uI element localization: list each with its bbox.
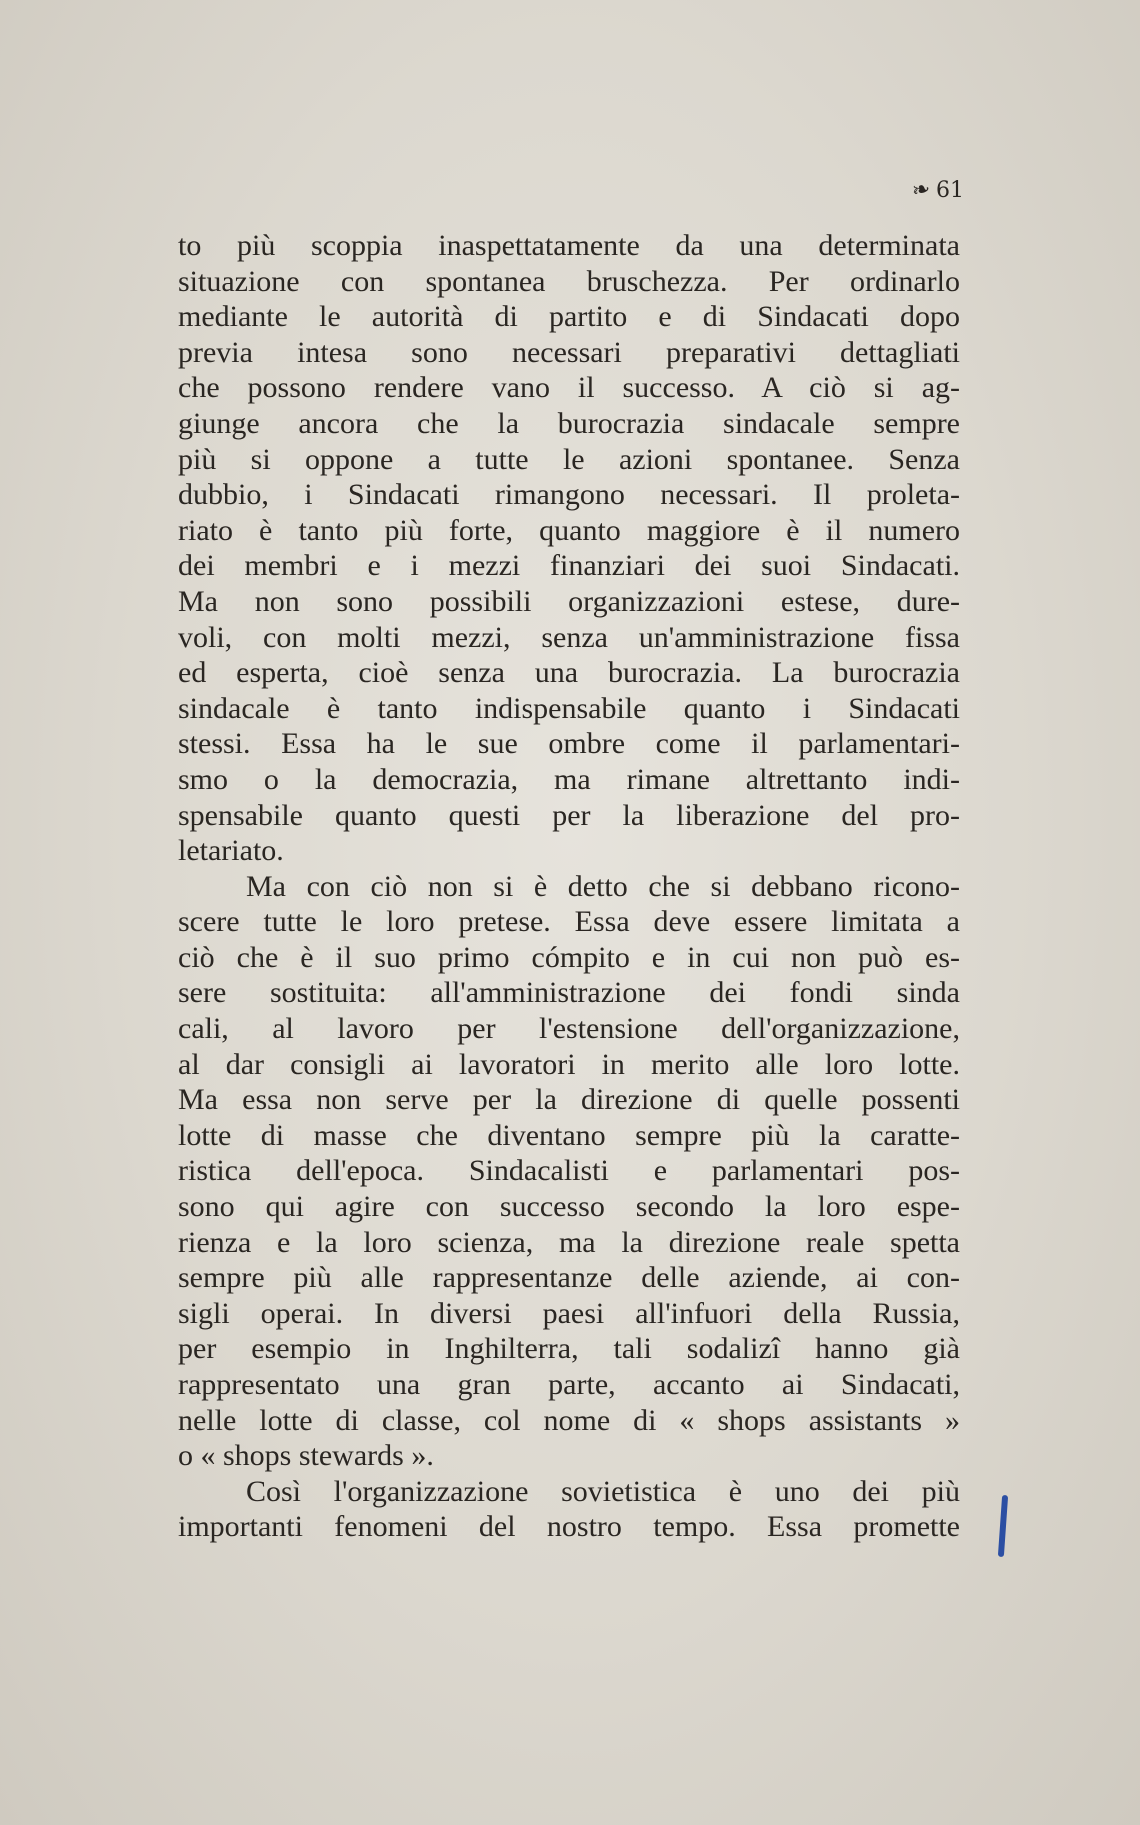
- text-line: lotte di masse che diventano sempre più la caratte-: [178, 1118, 960, 1152]
- text-line: Così l'organizzazione sovietistica è uno dei più: [246, 1474, 960, 1508]
- text-line: letariato.: [178, 834, 284, 868]
- text-line: dei membri e i mezzi finanziari dei suoi Sindacati.: [178, 549, 960, 583]
- body-text: [178, 228, 960, 1545]
- text-line: ristica dell'epoca. Sindacalisti e parlamentari pos-: [178, 1154, 960, 1188]
- page-header: [909, 176, 964, 205]
- paragraph: [178, 1474, 960, 1545]
- text-line: sigli operai. In diversi paesi all'infuori della Russia,: [178, 1296, 960, 1330]
- text-line: ciò che è il suo primo cómpito e in cui non può es-: [178, 940, 960, 974]
- text-line: to più scoppia inaspettatamente da una determinata: [178, 229, 960, 262]
- margin-pen-mark: [998, 1495, 1008, 1557]
- text-line: rienza e la loro scienza, ma la direzione reale spetta: [178, 1225, 960, 1259]
- text-line: cali, al lavoro per l'estensione dell'organizzazione,: [178, 1012, 960, 1046]
- text-line: rappresentato una gran parte, accanto ai Sindacati,: [178, 1368, 960, 1401]
- text-line: stessi. Essa ha le sue ombre come il parlamentari-: [178, 727, 960, 761]
- text-line: nelle lotte di classe, col nome di « shops assistants »: [178, 1403, 960, 1437]
- paragraph: [178, 228, 960, 869]
- paragraph: [178, 869, 960, 1474]
- text-line: importanti fenomeni del nostro tempo. Essa promette: [178, 1510, 960, 1544]
- text-line: scere tutte le loro pretese. Essa deve essere limitata a: [178, 905, 960, 939]
- text-line: voli, con molti mezzi, senza un'amministrazione fissa: [178, 620, 960, 654]
- text-line: mediante le autorità di partito e di Sindacati dopo: [178, 300, 960, 334]
- text-line: al dar consigli ai lavoratori in merito alle loro lotte.: [178, 1047, 960, 1081]
- text-line: più si oppone a tutte le azioni spontanee. Senza: [178, 442, 960, 476]
- text-line: sempre più alle rappresentanze delle aziende, ai con-: [178, 1261, 960, 1295]
- text-line: Ma con ciò non si è detto che si debbano ricono-: [246, 869, 960, 903]
- text-line: per esempio in Inghilterra, tali sodalizî hanno già: [178, 1332, 960, 1366]
- text-line: o « shops stewards ».: [178, 1439, 434, 1473]
- text-line: ed esperta, cioè senza una burocrazia. La burocrazia: [178, 656, 960, 690]
- text-line: sindacale è tanto indispensabile quanto i Sindacati: [178, 691, 960, 725]
- text-line: sono qui agire con successo secondo la loro espe-: [178, 1190, 960, 1224]
- text-line: spensabile quanto questi per la liberazione del pro-: [178, 798, 960, 832]
- text-line: previa intesa sono necessari preparativi dettagliati: [178, 335, 960, 369]
- text-line: Ma essa non serve per la direzione di quelle possenti: [178, 1083, 960, 1117]
- text-line: dubbio, i Sindacati rimangono necessari. Il proleta-: [178, 478, 960, 512]
- page-number: 61: [936, 178, 964, 203]
- text-line: smo o la democrazia, ma rimane altrettanto indi-: [178, 762, 960, 796]
- text-line: situazione con spontanea bruschezza. Per ordinarlo: [178, 264, 960, 298]
- text-line: Ma non sono possibili organizzazioni estese, dure-: [178, 584, 960, 618]
- text-line: sere sostituita: all'amministrazione dei fondi sinda: [178, 976, 960, 1010]
- text-line: giunge ancora che la burocrazia sindacale sempre: [178, 406, 960, 440]
- fleuron-ornament-icon: ❧: [909, 176, 931, 205]
- text-line: riato è tanto più forte, quanto maggiore è il numero: [178, 513, 960, 547]
- text-line: che possono rendere vano il successo. A ciò si ag-: [178, 371, 960, 405]
